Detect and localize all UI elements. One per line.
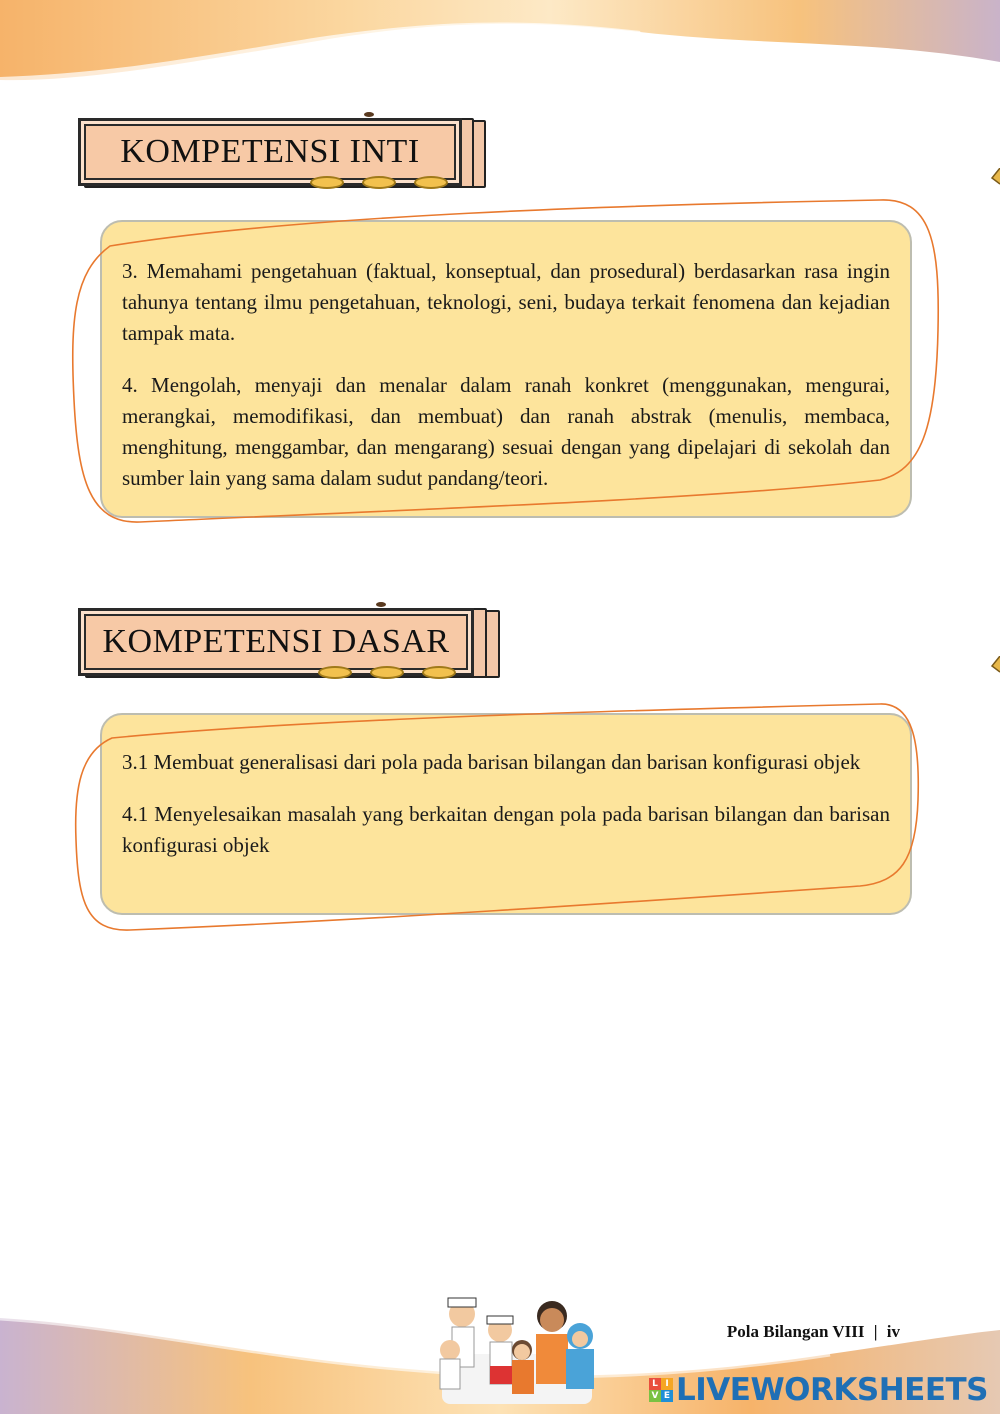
kompetensi-dasar-box: [100, 713, 912, 915]
footer-page-label: [727, 1322, 900, 1342]
heading-kompetensi-dasar: [78, 602, 498, 682]
separator: |: [873, 1322, 878, 1341]
logo-mark-icon: L I V E: [649, 1378, 673, 1402]
ki-item: 4. Mengolah, menyaji dan menalar dalam ranah konkret (menggunakan, mengurai, merangkai, memodifikasi, dan membuat) dan ranah abstrak (menulis, membaca, menghitung, menggambar, dan mengarang) sesuai dengan yang dipelajari di sekolah dan sumber lain yang sama dalam sudut pandang/teori.: [122, 373, 890, 490]
heading-kompetensi-inti: [78, 112, 484, 192]
book-title: Pola Bilangan VIII: [726, 1322, 865, 1341]
section-title: KOMPETENSI INTI: [120, 133, 420, 170]
logo-text: LIVEWORKSHEETS: [676, 1372, 988, 1408]
ki-item: 3. Memahami pengetahuan (faktual, konseptual, dan prosedural) berdasarkan rasa ingin tahunya tentang ilmu pengetahuan, teknologi, seni, budaya terkait fenomena dan kejadian tampak mata.: [122, 259, 890, 345]
section-title: KOMPETENSI DASAR: [102, 623, 450, 660]
liveworksheets-logo[interactable]: [649, 1372, 988, 1408]
kd-item: 4.1 Menyelesaikan masalah yang berkaitan dengan pola pada barisan bilangan dan barisan konfigurasi objek: [122, 802, 890, 857]
side-accent-icon: [990, 168, 1000, 192]
top-decorative-band: [0, 0, 1000, 90]
side-accent-icon: [990, 656, 1000, 680]
kompetensi-inti-box: [100, 220, 912, 518]
children-illustration: [432, 1292, 602, 1410]
kd-item: 3.1 Membuat generalisasi dari pola pada barisan bilangan dan barisan konfigurasi objek: [122, 750, 861, 774]
page-number: iv: [886, 1322, 900, 1341]
